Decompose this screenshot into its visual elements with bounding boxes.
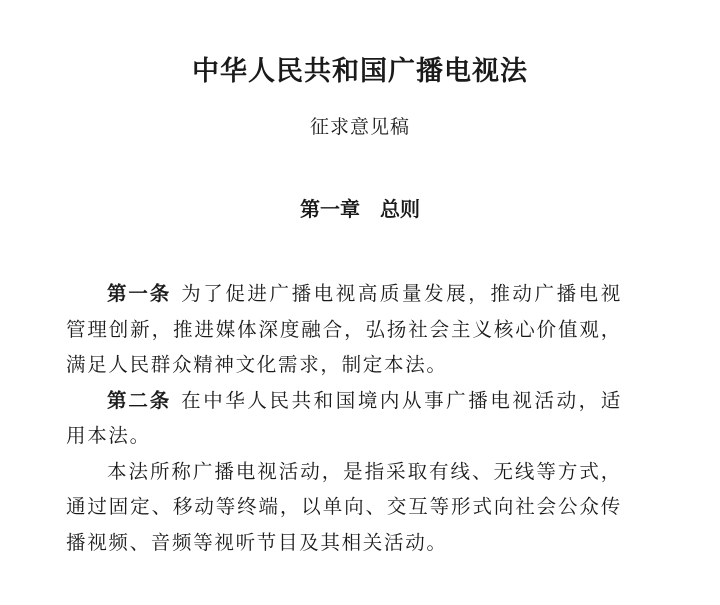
chapter-heading: 第一章 总则 bbox=[300, 197, 420, 221]
document-title: 中华人民共和国广播电视法 bbox=[192, 56, 528, 87]
paragraph-text: 本法所称广播电视活动，是指采取有线、无线等方式，通过固定、移动等终端，以单向、交互等形式向社会公众传播视频、音频等视听节目及其相关活动。 bbox=[66, 459, 622, 554]
article-text: 为了促进广播电视高质量发展，推动广播电视管理创新，推进媒体深度融合，弘扬社会主义核心价值观，满足人民群众精神文化需求，制定本法。 bbox=[66, 282, 622, 376]
article-number: 第一条 bbox=[107, 282, 172, 305]
paragraph bbox=[66, 454, 622, 561]
document-body bbox=[66, 276, 622, 560]
article-number: 第二条 bbox=[107, 388, 172, 412]
article-1 bbox=[66, 276, 622, 383]
article-2 bbox=[66, 383, 622, 454]
article-text: 在中华人民共和国境内从事广播电视活动，适用本法。 bbox=[66, 388, 622, 447]
document-subtitle: 征求意见稿 bbox=[309, 116, 410, 138]
